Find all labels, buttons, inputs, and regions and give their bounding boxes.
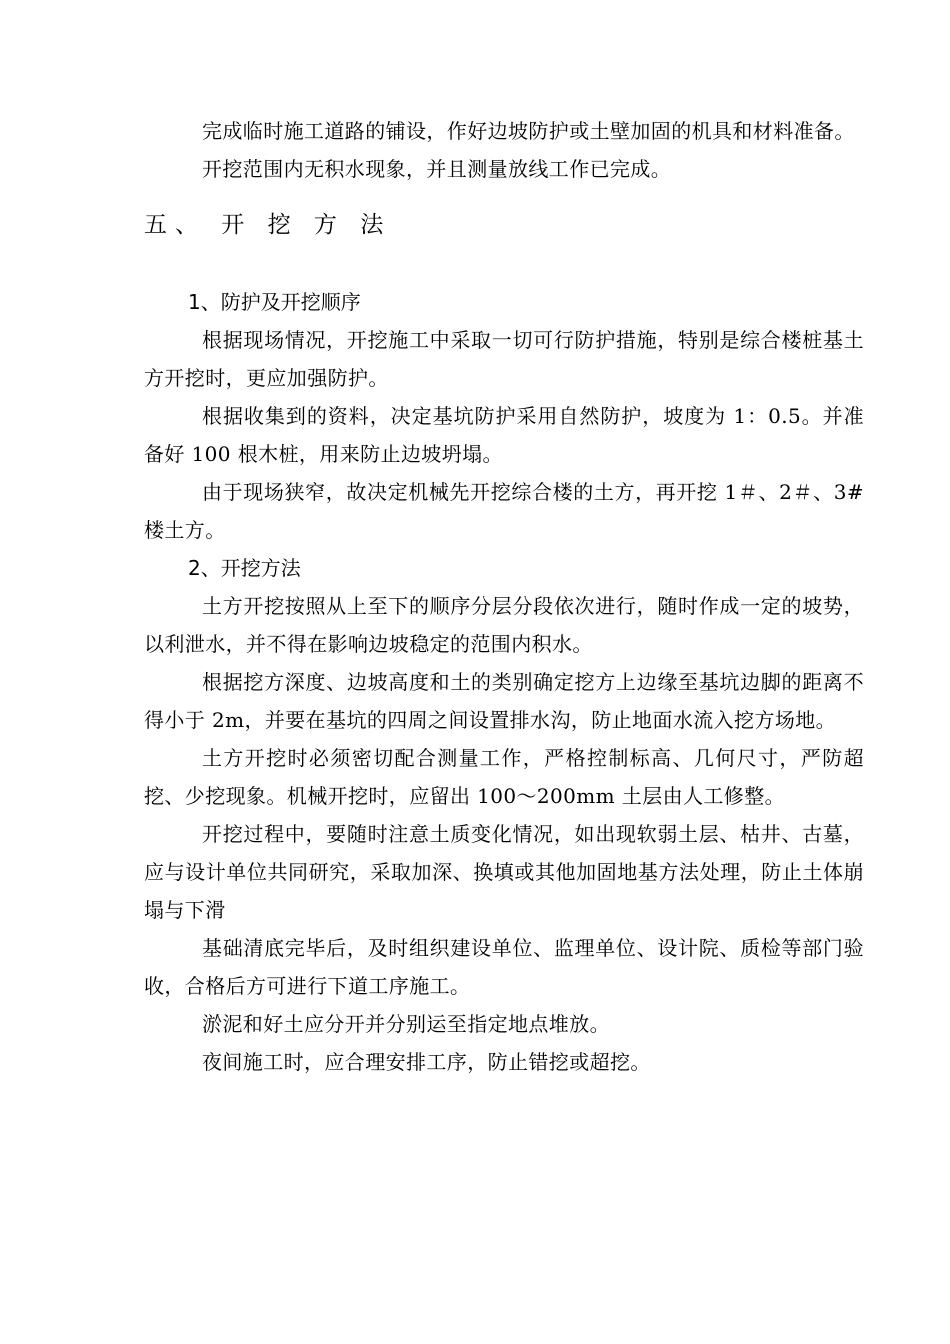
body-paragraph: 淤泥和好土应分开并分别运至指定地点堆放。 <box>202 1012 610 1036</box>
document-page <box>144 112 864 1081</box>
body-paragraph: 开挖过程中，要随时注意土质变化情况，如出现软弱土层、枯井、古墓，应与设计单位共同研究，采取加深、换填或其他加固地基方法处理，防止土体崩塌与下滑 <box>144 822 864 922</box>
intro-paragraph: 开挖范围内无积水现象，并且测量放线工作已完成。 <box>202 157 672 181</box>
section-heading: 五、 开 挖 方 法 <box>144 212 392 238</box>
body-paragraph: 由于现场狭窄，故决定机械先开挖综合楼的土方，再开挖 1＃、2＃、3#楼土方。 <box>144 480 864 542</box>
body-paragraph: 夜间施工时，应合理安排工序，防止错挖或超挖。 <box>202 1050 651 1074</box>
body-paragraph: 基础清底完毕后，及时组织建设单位、监理单位、设计院、质检等部门验收，合格后方可进行下道工序施工。 <box>144 936 864 998</box>
intro-paragraph: 完成临时施工道路的铺设，作好边坡防护或土壁加固的机具和材料准备。 <box>202 119 855 143</box>
body-paragraph: 土方开挖按照从上至下的顺序分层分段依次进行，随时作成一定的坡势，以利泄水，并不得在影响边坡稳定的范围内积水。 <box>144 594 864 656</box>
body-paragraph: 根据挖方深度、边坡高度和土的类别确定挖方上边缘至基坑边脚的距离不得小于 2m，并要在基坑的四周之间设置排水沟，防止地面水流入挖方场地。 <box>144 670 864 732</box>
subsection-heading: 2、开挖方法 <box>188 556 301 580</box>
body-paragraph: 根据收集到的资料，决定基坑防护采用自然防护，坡度为 1：0.5。并准备好 100 根木桩，用来防止边坡坍塌。 <box>144 404 864 466</box>
body-paragraph: 根据现场情况，开挖施工中采取一切可行防护措施，特别是综合楼桩基土方开挖时，更应加强防护。 <box>144 328 864 390</box>
body-paragraph: 土方开挖时必须密切配合测量工作，严格控制标高、几何尺寸，严防超挖、少挖现象。机械开挖时，应留出 100～200mm 土层由人工修整。 <box>144 746 864 808</box>
subsection-heading: 1、防护及开挖顺序 <box>188 290 361 314</box>
